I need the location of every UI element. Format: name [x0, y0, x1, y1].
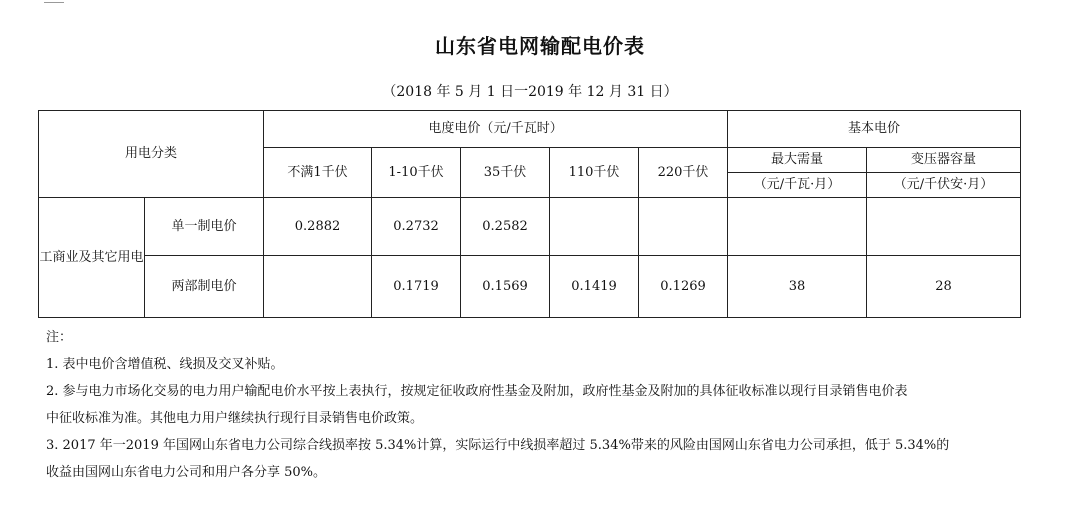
price-cell: [264, 256, 372, 318]
price-cell: [550, 198, 639, 256]
note-item: 3. 2017 年一2019 年国网山东省电力公司综合线损率按 5.34%计算，实际运行中线损率超过 5.34%带来的风险由国网山东省电力公司承担，低于 5.34%的: [46, 438, 950, 453]
document-title: 山东省电网输配电价表: [435, 34, 645, 58]
notes-heading: 注：: [46, 330, 73, 345]
voltage-header: 110千伏: [550, 148, 639, 198]
price-cell: 0.1569: [461, 256, 550, 318]
max-demand-unit: （元/千瓦·月）: [728, 173, 867, 198]
energy-price-header: 电度电价（元/千瓦时）: [264, 111, 728, 148]
date-range-subtitle: （2018 年 5 月 1 日一2019 年 12 月 31 日）: [382, 84, 678, 100]
transformer-cell: 28: [867, 256, 1021, 318]
price-cell: 0.1269: [639, 256, 728, 318]
voltage-header: 不满1千伏: [264, 148, 372, 198]
price-cell: 0.1719: [372, 256, 461, 318]
price-cell: [639, 198, 728, 256]
transformer-cell: [867, 198, 1021, 256]
transformer-capacity-header: 变压器容量: [867, 148, 1021, 173]
note-item-continued: 收益由国网山东省电力公司和用户各分享 50%。: [46, 465, 327, 480]
max-demand-cell: 38: [728, 256, 867, 318]
voltage-header: 220千伏: [639, 148, 728, 198]
voltage-header: 1-10千伏: [372, 148, 461, 198]
header-row-1: [39, 111, 1021, 148]
max-demand-header: 最大需量: [728, 148, 867, 173]
voltage-header: 35千伏: [461, 148, 550, 198]
page-corner-mark: [44, 0, 64, 3]
transformer-capacity-unit: （元/千伏安·月）: [867, 173, 1021, 198]
max-demand-cell: [728, 198, 867, 256]
price-table: [38, 110, 1021, 318]
note-item: 1. 表中电价含增值税、线损及交叉补贴。: [46, 357, 284, 372]
basic-price-header: 基本电价: [728, 111, 1021, 148]
price-cell: 0.2582: [461, 198, 550, 256]
note-item-continued: 中征收标准为准。其他电力用户继续执行现行目录销售电价政策。: [46, 411, 424, 426]
row-label: 单一制电价: [145, 198, 264, 256]
group-label: 工商业及其它用电: [39, 198, 145, 318]
category-header: 用电分类: [39, 111, 264, 198]
price-cell: 0.2882: [264, 198, 372, 256]
notes-section: [46, 324, 1006, 486]
table-row: [39, 256, 1021, 318]
row-label: 两部制电价: [145, 256, 264, 318]
price-cell: 0.2732: [372, 198, 461, 256]
note-item: 2. 参与电力市场化交易的电力用户输配电价水平按上表执行，按规定征收政府性基金及附加，政府性基金及附加的具体征收标准以现行目录销售电价表: [46, 384, 908, 399]
table-row: [39, 198, 1021, 256]
price-cell: 0.1419: [550, 256, 639, 318]
